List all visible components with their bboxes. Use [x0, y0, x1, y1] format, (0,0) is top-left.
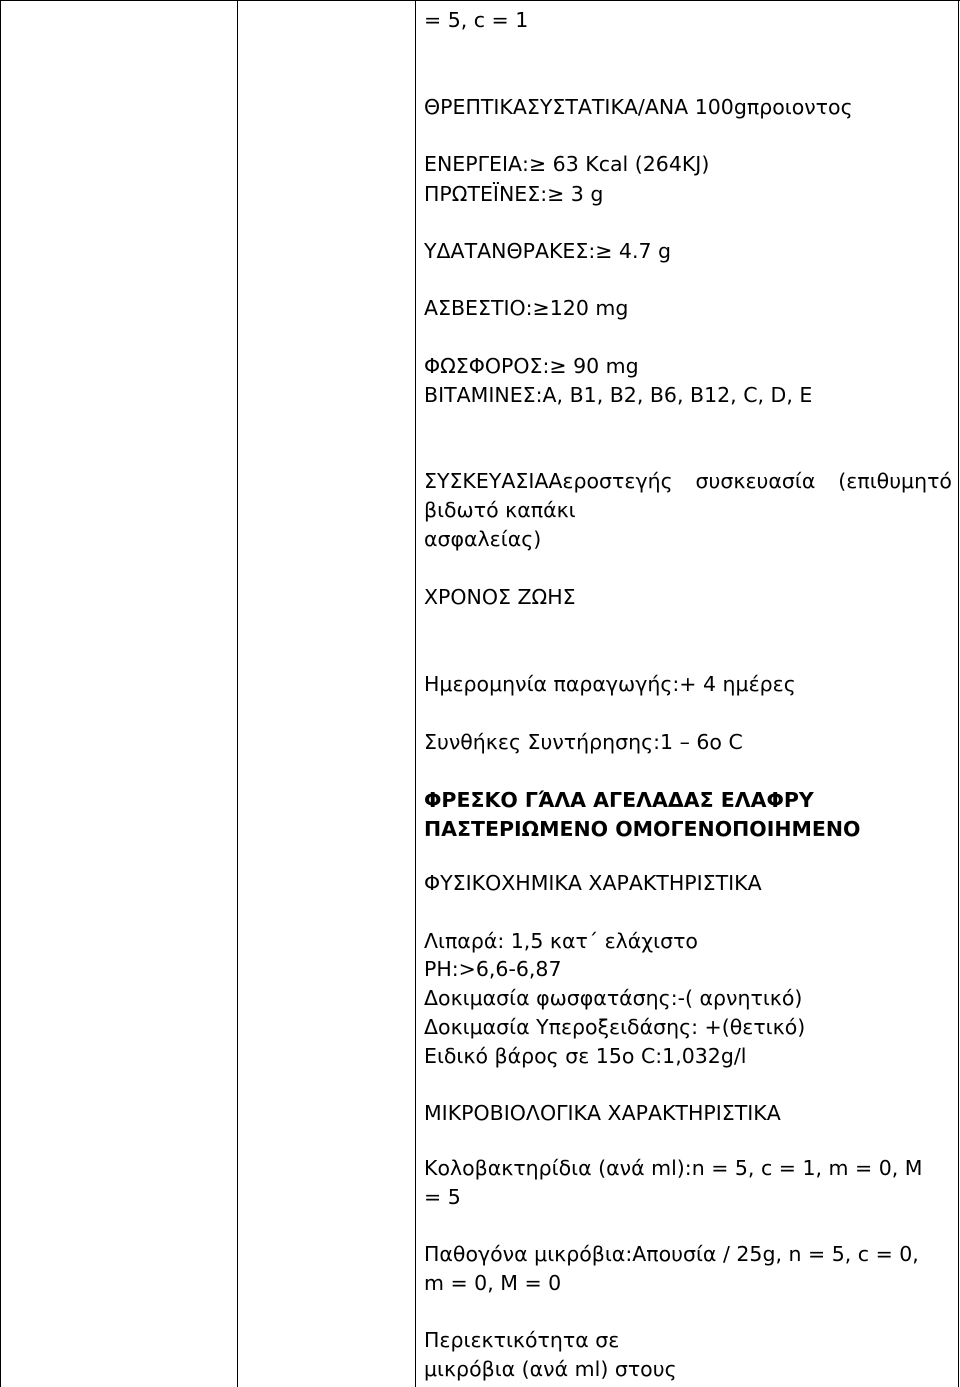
microbe-content-line-2: μικρόβια (ανά ml) στους	[424, 1357, 677, 1381]
ph-line: PH:>6,6-6,87	[424, 957, 562, 981]
packaging-label: ΣΥΣΚΕΥΑΣΙΑΑεροστεγής	[424, 469, 673, 493]
microbe-content-line: Περιεκτικότητα σε	[424, 1328, 620, 1352]
table-top-border	[0, 0, 960, 1]
peroxidase-test-line: Δοκιμασία Υπεροξειδάσης: +(θετικό)	[424, 1015, 806, 1039]
protein-line: ΠΡΩΤΕΪΝΕΣ:≥ 3 g	[424, 182, 604, 206]
table-border-right	[958, 0, 959, 1387]
coliforms-line-2: = 5	[424, 1185, 461, 1209]
storage-conditions-line: Συνθήκες Συντήρησης:1 – 6ο C	[424, 730, 743, 754]
coliforms-line: Κολοβακτηρίδια (ανά ml):n = 5, c = 1, m = 0, M	[424, 1156, 923, 1180]
phosphatase-test-line: Δοκιμασία φωσφατάσης:-( αρνητικό)	[424, 986, 803, 1010]
packaging-note: (επιθυμητό	[838, 469, 952, 493]
shelf-life-heading: ΧΡΟΝΟΣ ΖΩΗΣ	[424, 585, 576, 609]
packaging-word: συσκευασία	[695, 469, 816, 493]
fat-line: Λιπαρά: 1,5 κατ΄ ελάχιστο	[424, 929, 698, 953]
vitamins-line: ΒΙΤΑΜΙΝΕΣ:A, B1, B2, B6, B12, C, D, E	[424, 383, 813, 407]
nutrients-heading: ΘΡΕΠΤΙΚΑΣΥΣΤΑΤΙΚΑ/ΑΝΑ 100gπροιοντος	[424, 95, 853, 119]
packaging-line-3: ασφαλείας)	[424, 527, 542, 551]
packaging-line-2: βιδωτό καπάκι	[424, 498, 576, 522]
phosphorus-line: ΦΩΣΦΟΡΟΣ:≥ 90 mg	[424, 354, 639, 378]
column-divider-1	[237, 0, 238, 1387]
sampling-continuation: = 5, c = 1	[424, 8, 529, 32]
specific-gravity-line: Ειδικό βάρος σε 15ο C:1,032g/l	[424, 1044, 747, 1068]
pathogens-line-2: m = 0, M = 0	[424, 1271, 562, 1295]
production-date-line: Ημερομηνία παραγωγής:+ 4 ημέρες	[424, 672, 796, 696]
energy-line: ΕΝΕΡΓΕΙΑ:≥ 63 Kcal (264KJ)	[424, 152, 710, 176]
carbohydrates-line: ΥΔΑΤΑΝΘΡΑΚΕΣ:≥ 4.7 g	[424, 239, 672, 263]
microbiological-heading: ΜΙΚΡΟΒΙΟΛΟΓΙΚΑ ΧΑΡΑΚΤΗΡΙΣΤΙΚΑ	[424, 1101, 781, 1125]
product-title-line-2: ΠΑΣΤΕΡΙΩΜΕΝΟ ΟΜΟΓΕΝΟΠΟΙΗΜΕΝΟ	[424, 817, 861, 841]
product-title-line-1: ΦΡΕΣΚΟ ΓΆΛΑ ΑΓΕΛΑΔΑΣ ΕΛΑΦΡΥ	[424, 788, 814, 812]
table-border-left	[0, 0, 1, 1387]
column-divider-2	[415, 0, 416, 1387]
pathogens-line: Παθογόνα μικρόβια:Απουσία / 25g, n = 5, c = 0,	[424, 1242, 919, 1266]
calcium-line: ΑΣΒΕΣΤΙΟ:≥120 mg	[424, 296, 629, 320]
physicochemical-heading: ΦΥΣΙΚΟΧΗΜΙΚΑ ΧΑΡΑΚΤΗΡΙΣΤΙΚΑ	[424, 871, 762, 895]
packaging-line	[424, 467, 952, 496]
